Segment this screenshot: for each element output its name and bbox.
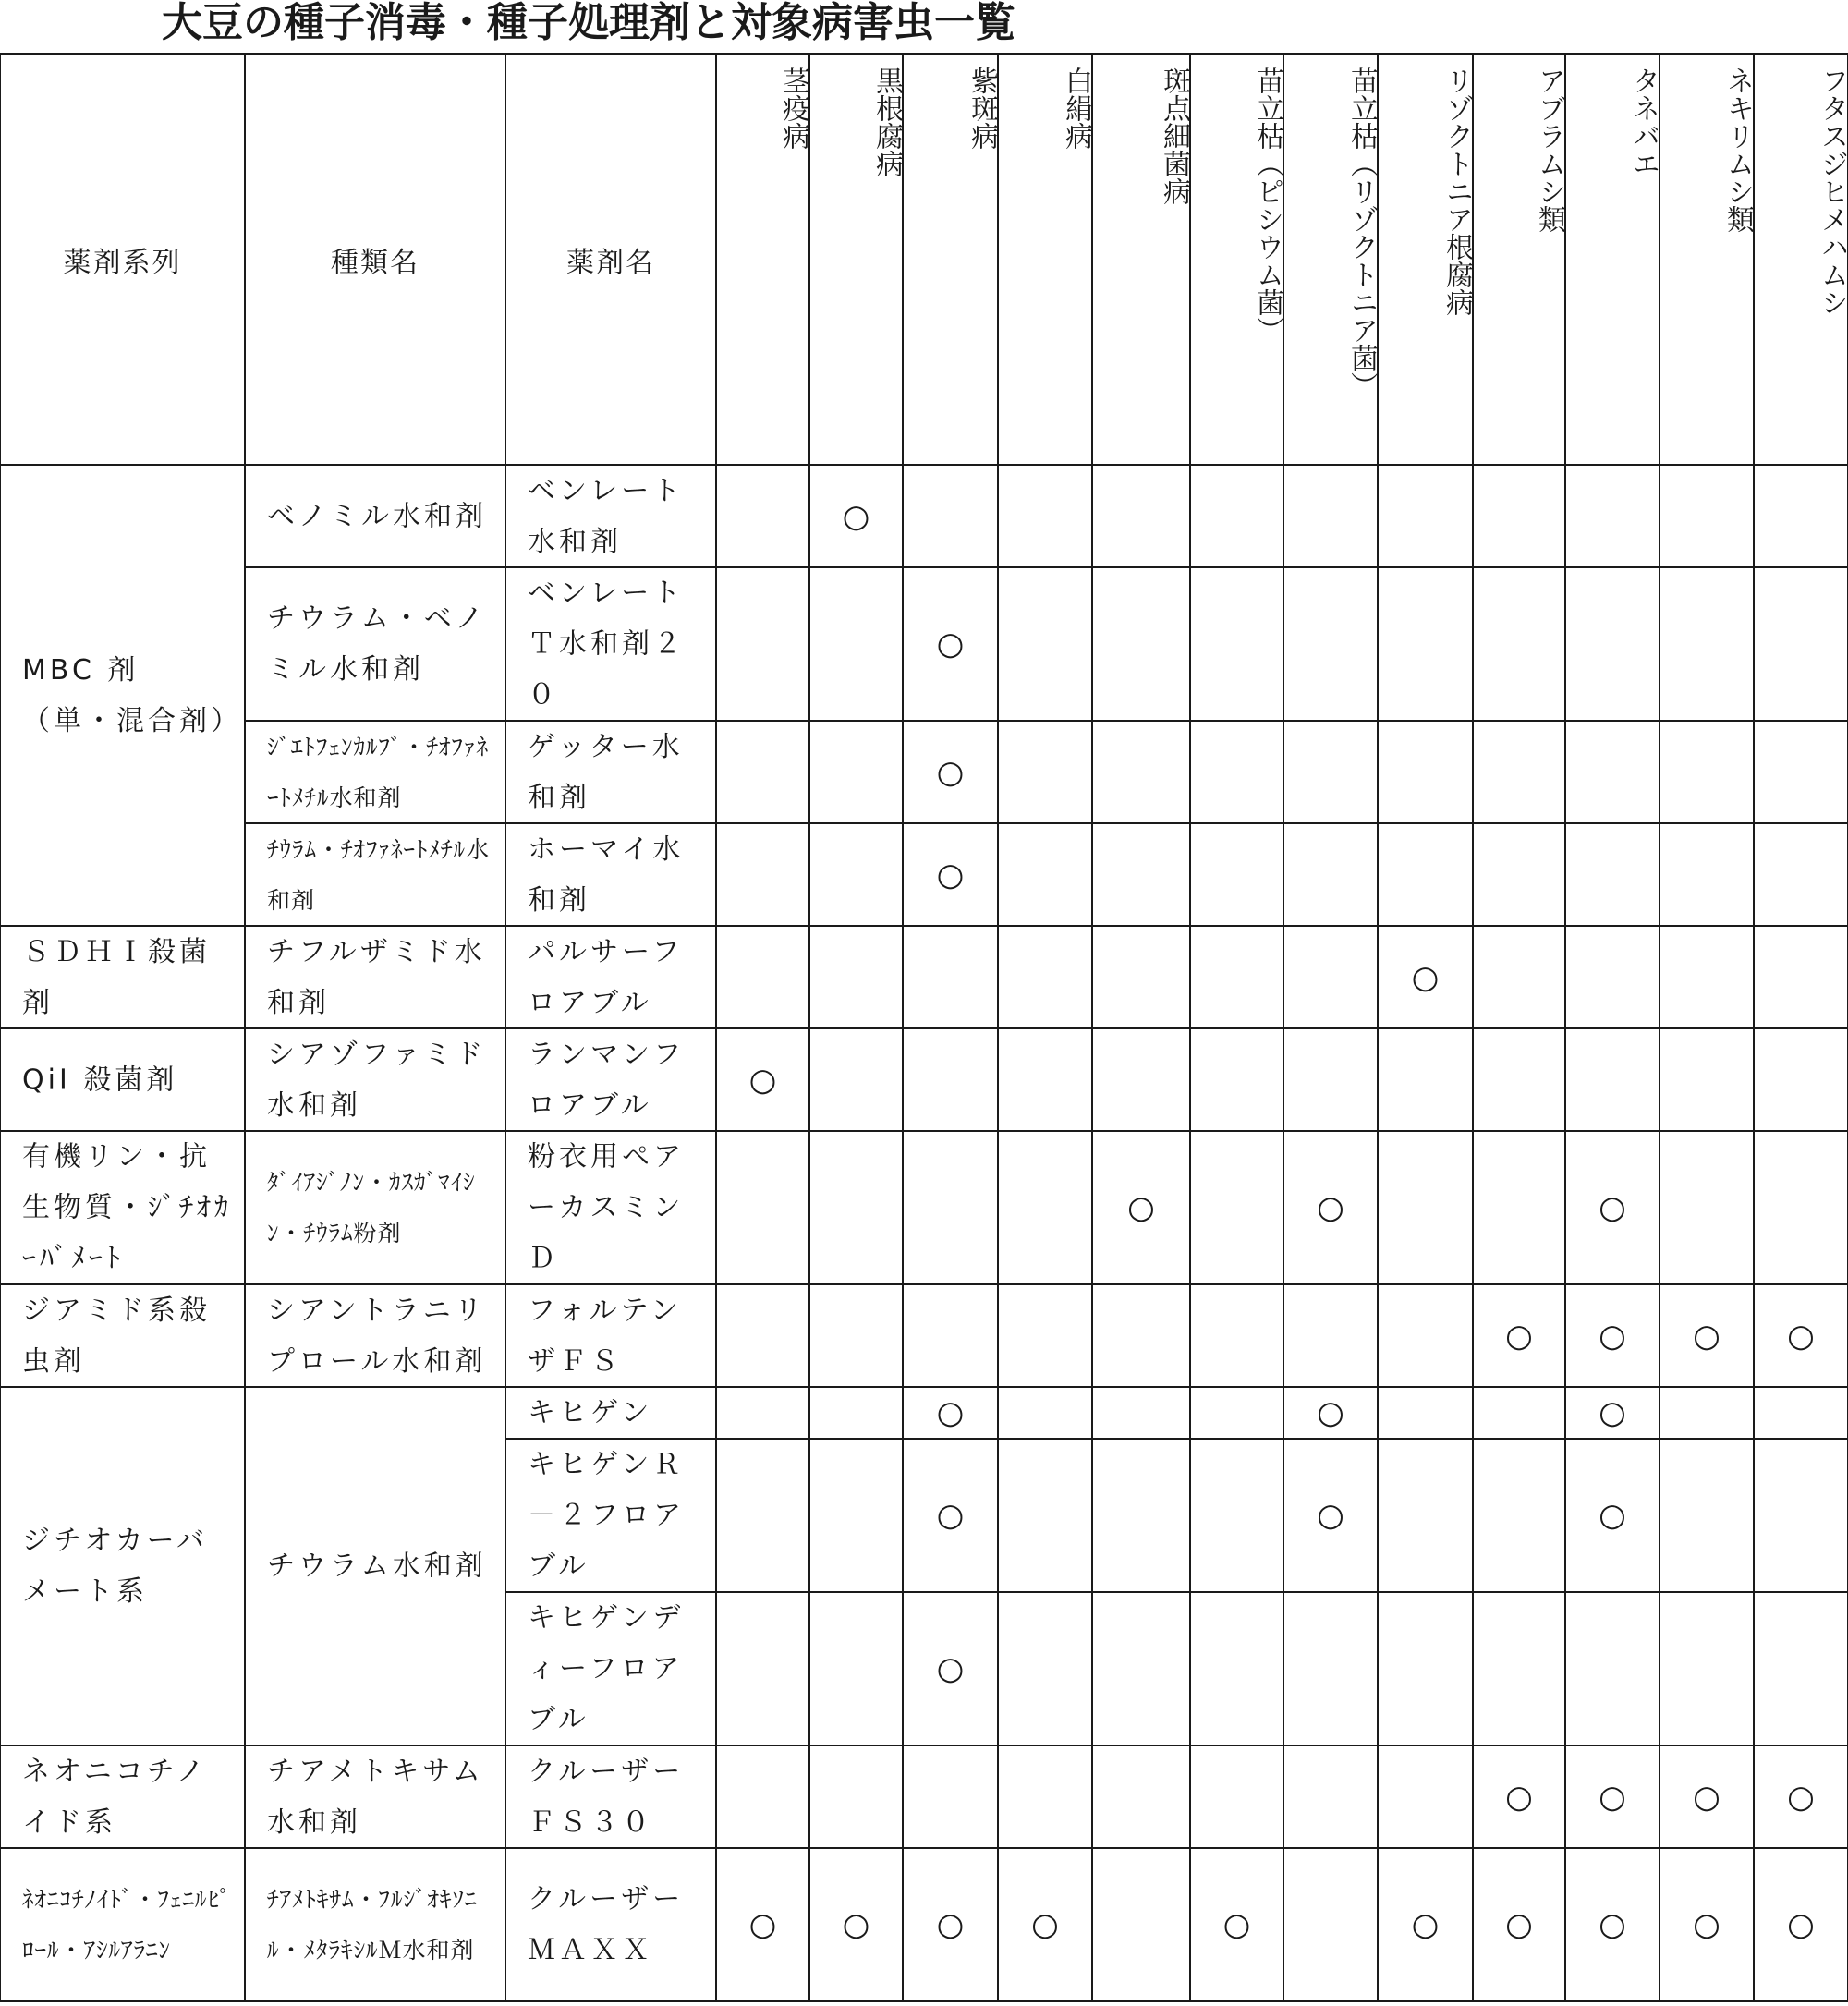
applicable-mark: ○ — [842, 1906, 870, 1943]
product-cell — [505, 1592, 716, 1745]
product-name: クルーザーＦＳ３０ — [528, 1755, 685, 1839]
type-name: ｼﾞｴﾄﾌｪﾝｶﾙﾌﾞ・ﾁｵﾌｧﾈｰﾄﾒﾁﾙ水和剤 — [267, 733, 490, 811]
target-cell — [1754, 1284, 1848, 1387]
header-target — [998, 54, 1092, 465]
header-target-label: 苗立枯（リゾクトニア菌） — [1345, 67, 1378, 399]
target-cell — [1473, 1745, 1565, 1848]
header-target — [1378, 54, 1473, 465]
applicable-mark: ○ — [936, 626, 965, 663]
target-cell — [1565, 1131, 1660, 1284]
series-name: MBC 剤（単・混合剤） — [22, 653, 242, 737]
type-cell — [245, 721, 505, 823]
product-cell — [505, 1387, 716, 1439]
type-name: ﾁｱﾒﾄｷｻﾑ・ﾌﾙｼﾞｵｷｿﾆﾙ・ﾒﾀﾗｷｼﾙＭ水和剤 — [267, 1886, 478, 1963]
applicable-mark: ○ — [842, 497, 870, 535]
target-cell — [1378, 926, 1473, 1028]
applicable-mark: ○ — [936, 856, 965, 894]
applicable-mark: ○ — [1505, 1317, 1533, 1355]
header-label: 薬剤系列 — [63, 246, 182, 279]
product-cell — [505, 1131, 716, 1284]
target-cell — [1754, 1745, 1848, 1848]
header-product — [505, 54, 716, 465]
target-cell — [809, 465, 903, 567]
series-name: QiI 殺菌剤 — [22, 1064, 178, 1096]
target-cell — [1190, 1848, 1283, 2001]
applicable-mark: ○ — [1505, 1778, 1533, 1816]
product-name: キヒゲンＲ－２フロアブル — [528, 1448, 685, 1583]
target-cell — [1565, 1284, 1660, 1387]
target-cell — [1660, 1284, 1754, 1387]
applicable-mark: ○ — [936, 1650, 965, 1687]
target-cell — [1283, 1439, 1378, 1592]
header-target-label: 茎疫病 — [777, 67, 809, 150]
header-label: 種類名 — [331, 246, 419, 279]
series-cell — [0, 1131, 245, 1284]
header-label: 薬剤名 — [566, 246, 655, 279]
target-cell — [903, 1387, 998, 1439]
product-name: 粉衣用ペアーカスミンＤ — [528, 1140, 685, 1275]
header-target-label: ネキリムシ類 — [1721, 67, 1754, 233]
applicable-mark: ○ — [748, 1906, 777, 1943]
type-cell — [245, 1387, 505, 1745]
target-cell — [1565, 1387, 1660, 1439]
applicable-mark: ○ — [1693, 1778, 1720, 1816]
applicable-mark: ○ — [1317, 1189, 1344, 1226]
applicable-mark: ○ — [1599, 1497, 1626, 1534]
product-name: フォルテンザＦＳ — [528, 1294, 682, 1378]
target-cell — [1565, 1745, 1660, 1848]
series-cell — [0, 1848, 245, 2001]
target-cell — [903, 823, 998, 926]
product-name: キヒゲンディーフロアブル — [528, 1601, 685, 1736]
target-cell — [1473, 1848, 1565, 2001]
product-name: ベンレートＴ水和剤２０ — [528, 577, 685, 711]
target-cell — [1660, 1745, 1754, 1848]
series-cell — [0, 1284, 245, 1387]
header-target — [1092, 54, 1190, 465]
target-cell — [716, 1028, 809, 1131]
applicable-mark: ○ — [1693, 1906, 1720, 1943]
type-cell — [245, 1848, 505, 2001]
type-name: ﾀﾞｲｱｼﾞﾉﾝ・ｶｽｶﾞﾏｲｼﾝ・ﾁｳﾗﾑ粉剤 — [267, 1169, 476, 1246]
type-name: ﾁｳﾗﾑ・ﾁｵﾌｧﾈｰﾄﾒﾁﾙ水和剤 — [267, 835, 491, 914]
header-target-label: 黒根腐病 — [870, 67, 903, 177]
target-cell — [1660, 1848, 1754, 2001]
type-name: チフルザミド水和剤 — [267, 935, 486, 1019]
target-cell — [903, 1592, 998, 1745]
type-name: シアントラニリプロール水和剤 — [267, 1294, 487, 1378]
series-name: 有機リン・抗生物質・ｼﾞﾁｵｶｰﾊﾞﾒｰﾄ — [22, 1140, 232, 1275]
header-target-label: 苗立枯（ピシウム菌） — [1251, 67, 1283, 344]
applicable-mark: ○ — [1031, 1906, 1059, 1943]
product-cell — [505, 567, 716, 721]
applicable-mark: ○ — [748, 1061, 777, 1099]
header-target-label: 白絹病 — [1060, 67, 1092, 150]
applicable-mark: ○ — [1505, 1906, 1533, 1943]
type-cell — [245, 1745, 505, 1848]
target-cell — [1565, 1848, 1660, 2001]
applicable-mark: ○ — [936, 1394, 965, 1431]
applicable-mark: ○ — [1317, 1497, 1344, 1534]
target-cell — [903, 1439, 998, 1592]
applicable-mark: ○ — [1693, 1317, 1720, 1355]
product-cell — [505, 1439, 716, 1592]
target-cell — [1754, 1848, 1848, 2001]
type-cell — [245, 567, 505, 721]
target-cell — [716, 1848, 809, 2001]
target-cell — [1473, 1284, 1565, 1387]
type-cell — [245, 926, 505, 1028]
applicable-mark: ○ — [936, 1497, 965, 1534]
target-cell — [903, 567, 998, 721]
header-target — [1190, 54, 1283, 465]
header-target-label: タネバエ — [1627, 67, 1660, 177]
applicable-mark: ○ — [1599, 1189, 1626, 1226]
product-cell — [505, 721, 716, 823]
type-name: ベノミル水和剤 — [267, 500, 487, 532]
type-cell — [245, 1028, 505, 1131]
type-name: シアゾファミド水和剤 — [267, 1038, 487, 1122]
product-name: キヒゲン — [528, 1396, 653, 1429]
product-name: ホーマイ水和剤 — [528, 833, 685, 917]
product-cell — [505, 1284, 716, 1387]
header-target-label: フタスジヒメハムシ — [1816, 67, 1848, 316]
applicable-mark: ○ — [936, 1906, 965, 1943]
product-name: パルサーフロアブル — [528, 935, 684, 1019]
series-name: ジチオカーバメート系 — [22, 1525, 208, 1608]
target-cell — [809, 1848, 903, 2001]
product-name: ベンレート水和剤 — [528, 474, 685, 558]
header-target — [1660, 54, 1754, 465]
series-cell — [0, 1028, 245, 1131]
series-cell — [0, 1387, 245, 1745]
series-name: ネオニコチノイド系 — [22, 1755, 208, 1839]
applicable-mark: ○ — [1317, 1394, 1344, 1431]
product-name: クルーザーＭＡＸＸ — [528, 1883, 685, 1966]
applicable-mark: ○ — [1222, 1906, 1251, 1943]
type-cell — [245, 823, 505, 926]
header-target — [1565, 54, 1660, 465]
header-target — [1283, 54, 1378, 465]
series-name: ＳＤＨＩ殺菌剤 — [22, 935, 211, 1019]
applicable-mark: ○ — [1787, 1317, 1815, 1355]
header-target-label: 紫斑病 — [966, 67, 998, 150]
header-target-label: 斑点細菌病 — [1158, 67, 1190, 205]
applicable-mark: ○ — [936, 753, 965, 791]
series-name: ジアミド系殺虫剤 — [22, 1294, 211, 1378]
header-series — [0, 54, 245, 465]
target-cell — [903, 1848, 998, 2001]
header-target — [1754, 54, 1848, 465]
product-cell — [505, 1848, 716, 2001]
applicable-mark: ○ — [1599, 1394, 1626, 1431]
applicable-mark: ○ — [1599, 1778, 1626, 1816]
header-target — [809, 54, 903, 465]
type-cell — [245, 1284, 505, 1387]
target-cell — [1378, 1848, 1473, 2001]
series-cell — [0, 926, 245, 1028]
target-cell — [903, 721, 998, 823]
header-target — [903, 54, 998, 465]
series-cell — [0, 465, 245, 926]
product-cell — [505, 1028, 716, 1131]
page-title: 大豆の種子消毒・種子処理剤と対象病害虫一覧 — [162, 0, 1015, 46]
header-target-label: リゾクトニア根腐病 — [1441, 67, 1473, 316]
applicable-mark: ○ — [1787, 1778, 1815, 1816]
applicable-mark: ○ — [1787, 1906, 1815, 1943]
product-name: ランマンフロアブル — [528, 1038, 685, 1122]
target-cell — [1565, 1439, 1660, 1592]
target-cell — [998, 1848, 1092, 2001]
header-target — [716, 54, 809, 465]
header-target-label: アブラムシ類 — [1533, 67, 1565, 233]
series-cell — [0, 1745, 245, 1848]
product-cell — [505, 823, 716, 926]
target-cell — [1283, 1387, 1378, 1439]
applicable-mark: ○ — [1411, 1906, 1440, 1943]
type-name: チアメトキサム水和剤 — [267, 1755, 484, 1839]
product-name: ゲッター水和剤 — [528, 730, 684, 814]
product-cell — [505, 926, 716, 1028]
type-cell — [245, 1131, 505, 1284]
target-cell — [1283, 1131, 1378, 1284]
header-target — [1473, 54, 1565, 465]
applicable-mark: ○ — [1599, 1906, 1626, 1943]
applicable-mark: ○ — [1127, 1189, 1155, 1226]
header-type-name — [245, 54, 505, 465]
applicable-mark: ○ — [1411, 958, 1440, 996]
applicable-mark: ○ — [1599, 1317, 1626, 1355]
type-name: チウラム水和剤 — [267, 1550, 487, 1583]
type-cell — [245, 465, 505, 567]
type-name: チウラム・ベノミル水和剤 — [267, 602, 487, 686]
series-name: ﾈｵﾆｺﾁﾉｲﾄﾞ・ﾌｪﾆﾙﾋﾟﾛｰﾙ・ｱｼﾙｱﾗﾆﾝ — [22, 1886, 232, 1963]
product-cell — [505, 465, 716, 567]
product-cell — [505, 1745, 716, 1848]
target-cell — [1092, 1131, 1190, 1284]
